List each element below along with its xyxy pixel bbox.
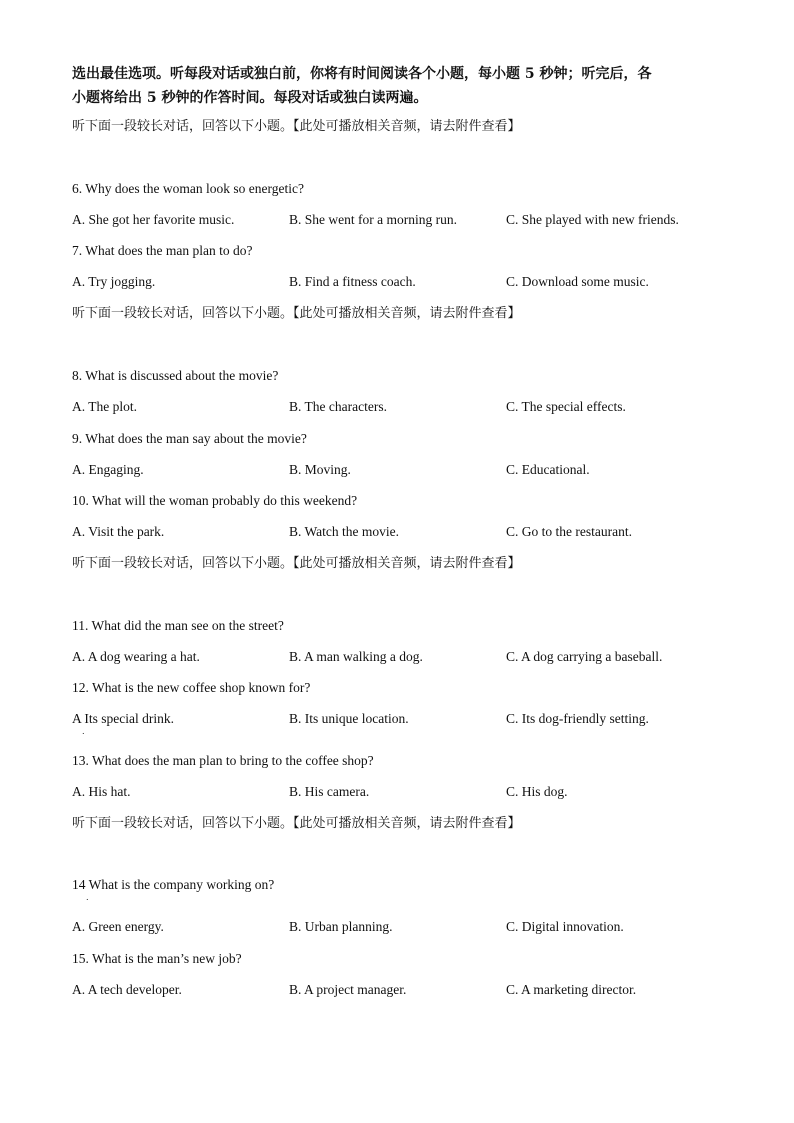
question-12-option-a: A Its special drink. — [72, 711, 174, 726]
question-8-option-a: A. The plot. — [72, 399, 137, 414]
question-11-option-b: B. A man walking a dog. — [289, 649, 423, 664]
question-12-option-c: C. Its dog-friendly setting. — [506, 711, 649, 726]
question-8: 8. What is discussed about the movie? — [72, 368, 279, 383]
question-10: 10. What will the woman probably do this weekend? — [72, 493, 358, 508]
question-13-option-b: B. His camera. — [289, 784, 370, 799]
question-7: 7. What does the man plan to do? — [72, 243, 253, 258]
question-13-option-a: A. His hat. — [72, 784, 131, 799]
question-6: 6. Why does the woman look so energetic? — [72, 181, 304, 196]
stray-dot: . — [82, 727, 85, 736]
question-9-option-c: C. Educational. — [506, 462, 590, 477]
question-9: 9. What does the man say about the movie? — [72, 431, 307, 446]
question-6-option-c: C. She played with new friends. — [506, 212, 679, 227]
question-15-option-c: C. A marketing director. — [506, 982, 637, 997]
question-7-option-b: B. Find a fitness coach. — [289, 274, 416, 289]
audio-note: 听下面一段较长对话，回答以下小题。【此处可播放相关音频，请去附件查看】 — [72, 556, 521, 571]
question-12-option-b: B. Its unique location. — [289, 711, 409, 726]
question-14-option-c: C. Digital innovation. — [506, 919, 624, 934]
question-14: 14 What is the company working on? — [72, 877, 275, 892]
question-7-option-c: C. Download some music. — [506, 274, 649, 289]
question-15-option-a: A. A tech developer. — [72, 982, 182, 997]
question-14-option-b: B. Urban planning. — [289, 919, 393, 934]
question-10-option-a: A. Visit the park. — [72, 524, 165, 539]
audio-note: 听下面一段较长对话，回答以下小题。【此处可播放相关音频，请去附件查看】 — [72, 119, 521, 134]
question-8-option-b: B. The characters. — [289, 399, 387, 414]
question-9-option-a: A. Engaging. — [72, 462, 144, 477]
question-6-option-a: A. She got her favorite music. — [72, 212, 235, 227]
audio-note: 听下面一段较长对话，回答以下小题。【此处可播放相关音频，请去附件查看】 — [72, 306, 521, 321]
question-11-option-c: C. A dog carrying a baseball. — [506, 649, 663, 664]
question-15: 15. What is the man’s new job? — [72, 951, 242, 966]
question-13-option-c: C. His dog. — [506, 784, 568, 799]
question-11-option-a: A. A dog wearing a hat. — [72, 649, 200, 664]
section-instructions — [72, 62, 732, 110]
question-10-option-b: B. Watch the movie. — [289, 524, 400, 539]
question-9-option-b: B. Moving. — [289, 462, 351, 477]
question-12: 12. What is the new coffee shop known for? — [72, 680, 311, 695]
audio-note: 听下面一段较长对话，回答以下小题。【此处可播放相关音频，请去附件查看】 — [72, 816, 521, 831]
question-15-option-b: B. A project manager. — [289, 982, 407, 997]
instructions-line-2: 小题将给出 5 秒钟的作答时间。每段对话或独白读两遍。 — [72, 90, 428, 106]
stray-dot: . — [86, 893, 89, 902]
instructions-line-1: 选出最佳选项。听每段对话或独白前，你将有时间阅读各个小题，每小题 5 秒钟；听完后，各 — [72, 66, 652, 82]
question-13: 13. What does the man plan to bring to the coffee shop? — [72, 753, 374, 768]
question-7-option-a: A. Try jogging. — [72, 274, 156, 289]
question-10-option-c: C. Go to the restaurant. — [506, 524, 632, 539]
question-14-option-a: A. Green energy. — [72, 919, 164, 934]
question-8-option-c: C. The special effects. — [506, 399, 626, 414]
question-6-option-b: B. She went for a morning run. — [289, 212, 457, 227]
question-11: 11. What did the man see on the street? — [72, 618, 284, 633]
